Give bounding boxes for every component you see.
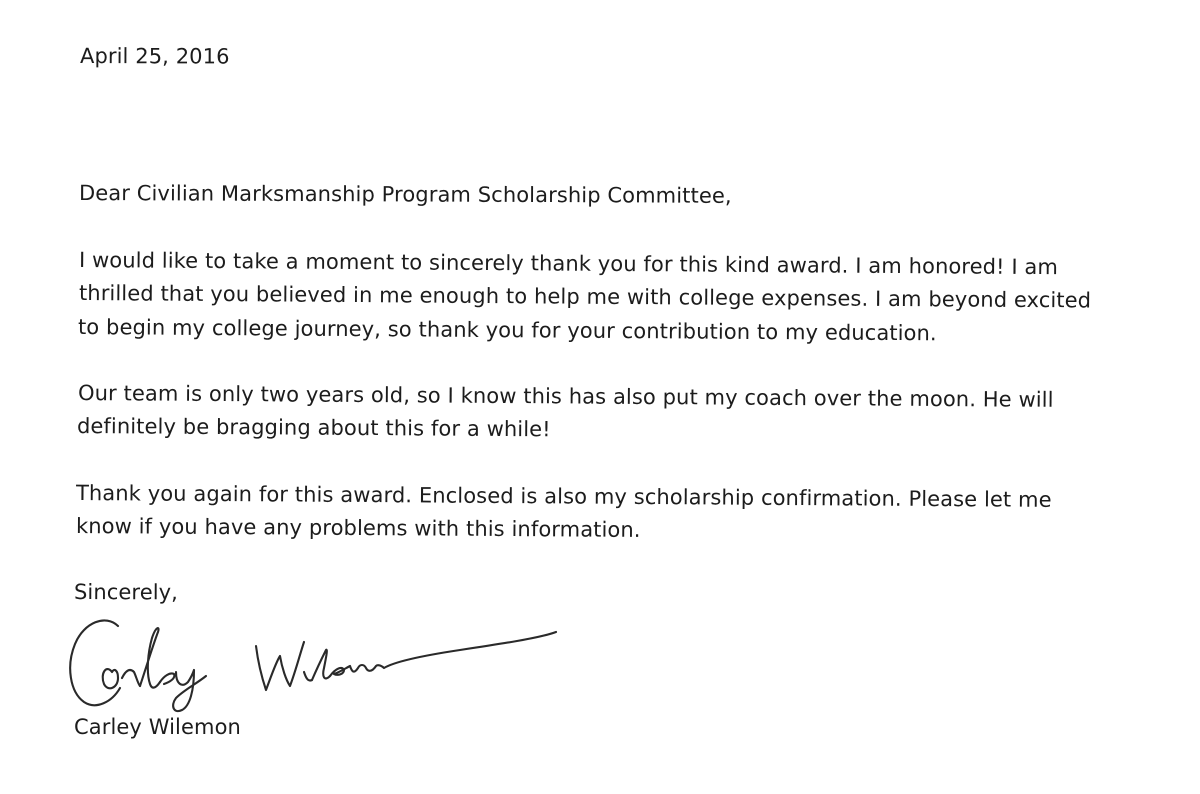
signature-stroke-l2 [312, 650, 330, 680]
paragraph-1-line-3: to begin my college journey, so thank you for your contribution to my education. [77, 315, 937, 346]
paragraph-1-line-1: I would like to take a moment to sincerely thank you for this kind award. I am honored! I am [78, 248, 1059, 280]
signature-stroke-w [256, 642, 304, 690]
signature-stroke-l [140, 628, 160, 688]
signature-stroke-y [173, 670, 206, 711]
paragraph-2-line-2: definitely be bragging about this for a while! [76, 414, 551, 442]
salutation: Dear Civilian Marksmanship Program Scholarship Committee, [78, 181, 732, 208]
paragraph-3-line-1: Thank you again for this award. Enclosed is also my scholarship confirmation. Please let me [75, 481, 1052, 512]
signature-stroke-emon [330, 632, 556, 676]
paragraph-1-line-2: thrilled that you believed in me enough to help me with college expenses. I am beyond excited [78, 281, 1092, 313]
signature-stroke-o [103, 669, 118, 688]
signature-stroke-e [160, 673, 174, 684]
signer-name: Carley Wilemon [74, 715, 241, 739]
letter-date: April 25, 2016 [79, 44, 230, 69]
closing: Sincerely, [73, 580, 179, 605]
signature-stroke-c [70, 620, 120, 705]
paragraph-2-line-1: Our team is only two years old, so I know this has also put my coach over the moon. He will [77, 381, 1054, 412]
signature-stroke-r [122, 670, 140, 686]
handwritten-signature [60, 610, 580, 715]
paragraph-3-line-2: know if you have any problems with this information. [75, 514, 641, 542]
signature-stroke-i [304, 672, 312, 681]
